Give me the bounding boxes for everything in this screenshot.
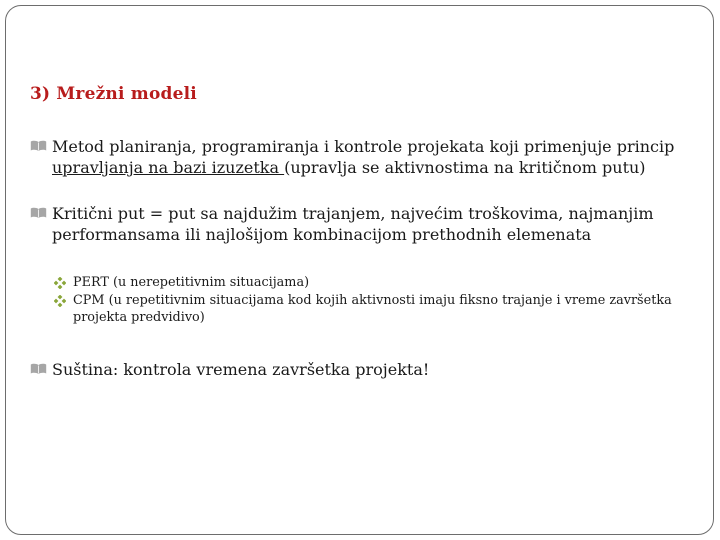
sub-bullet-list (54, 274, 714, 327)
bullet-text: Suština: kontrola vremena završetka projekta! (52, 360, 430, 379)
bullet-text: Kritični put = put sa najdužim trajanjem, najvećim troškovima, najmanjim performansama ili najlošijom kombinacijom prethodnih elemenata (52, 204, 654, 244)
sub-bullet-item-2 (54, 292, 714, 327)
book-icon (30, 140, 47, 152)
sub-bullet-text: CPM (u repetitivnim situacijama kod kojih aktivnosti imaju fiksno trajanje i vreme završetka projekta predvidivo) (73, 292, 672, 325)
bullet-text-after: (upravlja se aktivnostima na kritičnom putu) (284, 158, 646, 177)
bullet-text (52, 136, 700, 178)
bullet-item-2 (30, 203, 700, 245)
sub-bullet-text: PERT (u nerepetitivnim situacijama) (73, 275, 310, 290)
bullet-item-3 (30, 359, 700, 380)
bullet-item-1 (30, 136, 700, 178)
book-icon (30, 363, 47, 375)
bullet-text-plain: Metod planiranja, programiranja i kontrole projekata koji primenjuje princip (52, 137, 675, 156)
bullet-text-underlined: upravljanja na bazi izuzetka (52, 158, 285, 177)
sub-bullet-item-1 (54, 274, 714, 292)
diamond-icon (54, 277, 66, 289)
book-icon (30, 207, 47, 219)
slide-title: 3) Mrežni modeli (30, 84, 197, 104)
diamond-icon (54, 295, 66, 307)
